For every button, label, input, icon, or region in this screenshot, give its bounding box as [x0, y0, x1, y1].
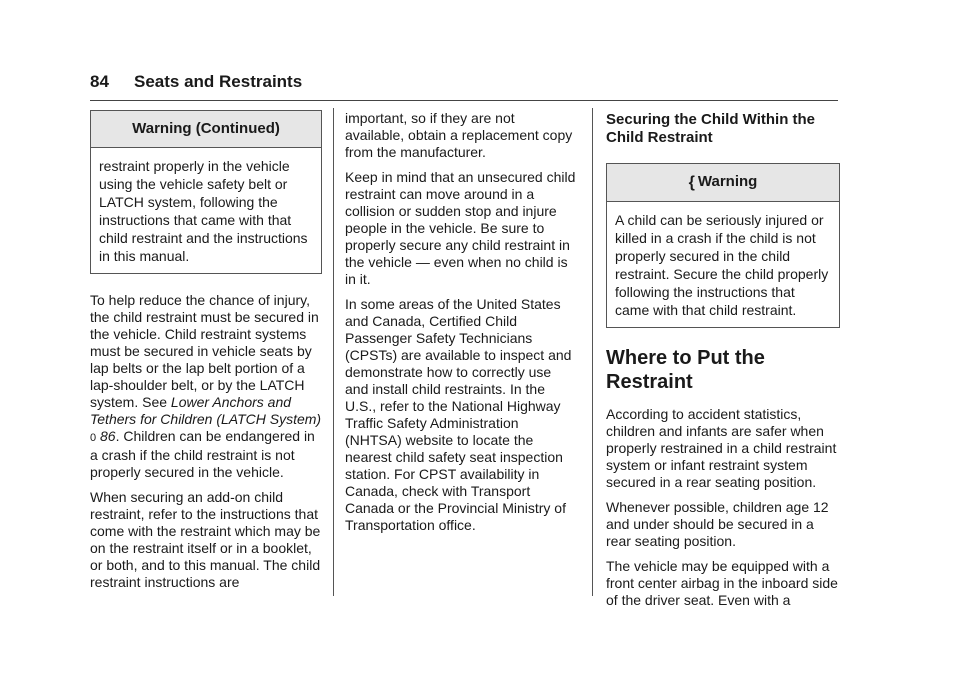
paragraph: When securing an add-on child restraint, refer to the instructions that come with the restraint which may be on the restraint itself or in a booklet, or both, and to this manual. The child restraint instructions are: [90, 489, 321, 590]
warning-continued-box: [90, 110, 322, 274]
section-title: Seats and Restraints: [134, 72, 303, 91]
page-header: [90, 70, 838, 101]
paragraph: The vehicle may be equipped with a front center airbag in the inboard side of the driver seat. Even with a: [606, 558, 838, 608]
column-divider-1: [333, 108, 334, 596]
paragraph: In some areas of the United States and Canada, Certified Child Passenger Safety Technicians (CPSTs) are available to inspect and demonstrate how to correctly use and install child restraints. In the U.S., refer to the National Highway Traffic Safety Administration (NHTSA) website to locate the nearest child safety seat inspection station. For CPST availability in Canada, check with Transport Canada or the Provincial Ministry of Transportation office.: [345, 296, 572, 533]
page-reference-number[interactable]: 86: [100, 428, 116, 444]
page-reference-icon: 0: [90, 432, 97, 444]
paragraph: important, so if they are not available, obtain a replacement copy from the manufacturer.: [345, 110, 573, 160]
subheading: Securing the Child Within the Child Restraint: [606, 111, 816, 146]
column-1: [90, 110, 322, 599]
column-2: [345, 110, 577, 542]
column-3: [606, 110, 840, 617]
latch-cross-reference-link[interactable]: Lower Anchors and Tethers for Children (LATCH System): [90, 394, 322, 427]
paragraph: Keep in mind that an unsecured child restraint can move around in a collision or sudden stop and injure people in the vehicle. Be sure to properly secure any child restraint in the vehicle — even when no child is in it.: [345, 169, 576, 287]
warning-box-text: A child can be seriously injured or killed in a crash if the child is not properly secured in the child restraint. Secure the child properly following the instructions that came with that child restraint.: [615, 212, 829, 318]
section-heading: Where to Put the Restraint: [606, 347, 765, 393]
warning-box: [606, 163, 840, 328]
warning-icon: {: [688, 174, 695, 191]
column-divider-2: [592, 108, 593, 596]
paragraph: According to accident statistics, children and infants are safer when properly restrained in a child restraint system or infant restraint system secured in a rear seating position.: [606, 406, 837, 490]
paragraph: Whenever possible, children age 12 and under should be secured in a rear seating position.: [606, 499, 829, 549]
page-number: 84: [90, 72, 109, 91]
warning-box-title: { Warning: [607, 164, 839, 202]
warning-box-text: restraint properly in the vehicle using the vehicle safety belt or LATCH system, following the instructions that came with that child restraint and the instructions in this manual.: [99, 158, 308, 264]
paragraph: To help reduce the chance of injury, the child restraint must be secured in the vehicle. Child restraint systems must be secured in vehicle seats by lap belts or the lap belt portion of a lap-shoulder belt, or by the LATCH system. See Lower Anchors and Tethers for Children (LATCH System) 0 86. Children can be endangered in a crash if the child restraint is not properly secured in the vehicle.: [90, 292, 322, 480]
warning-box-title: Warning (Continued): [91, 111, 321, 148]
